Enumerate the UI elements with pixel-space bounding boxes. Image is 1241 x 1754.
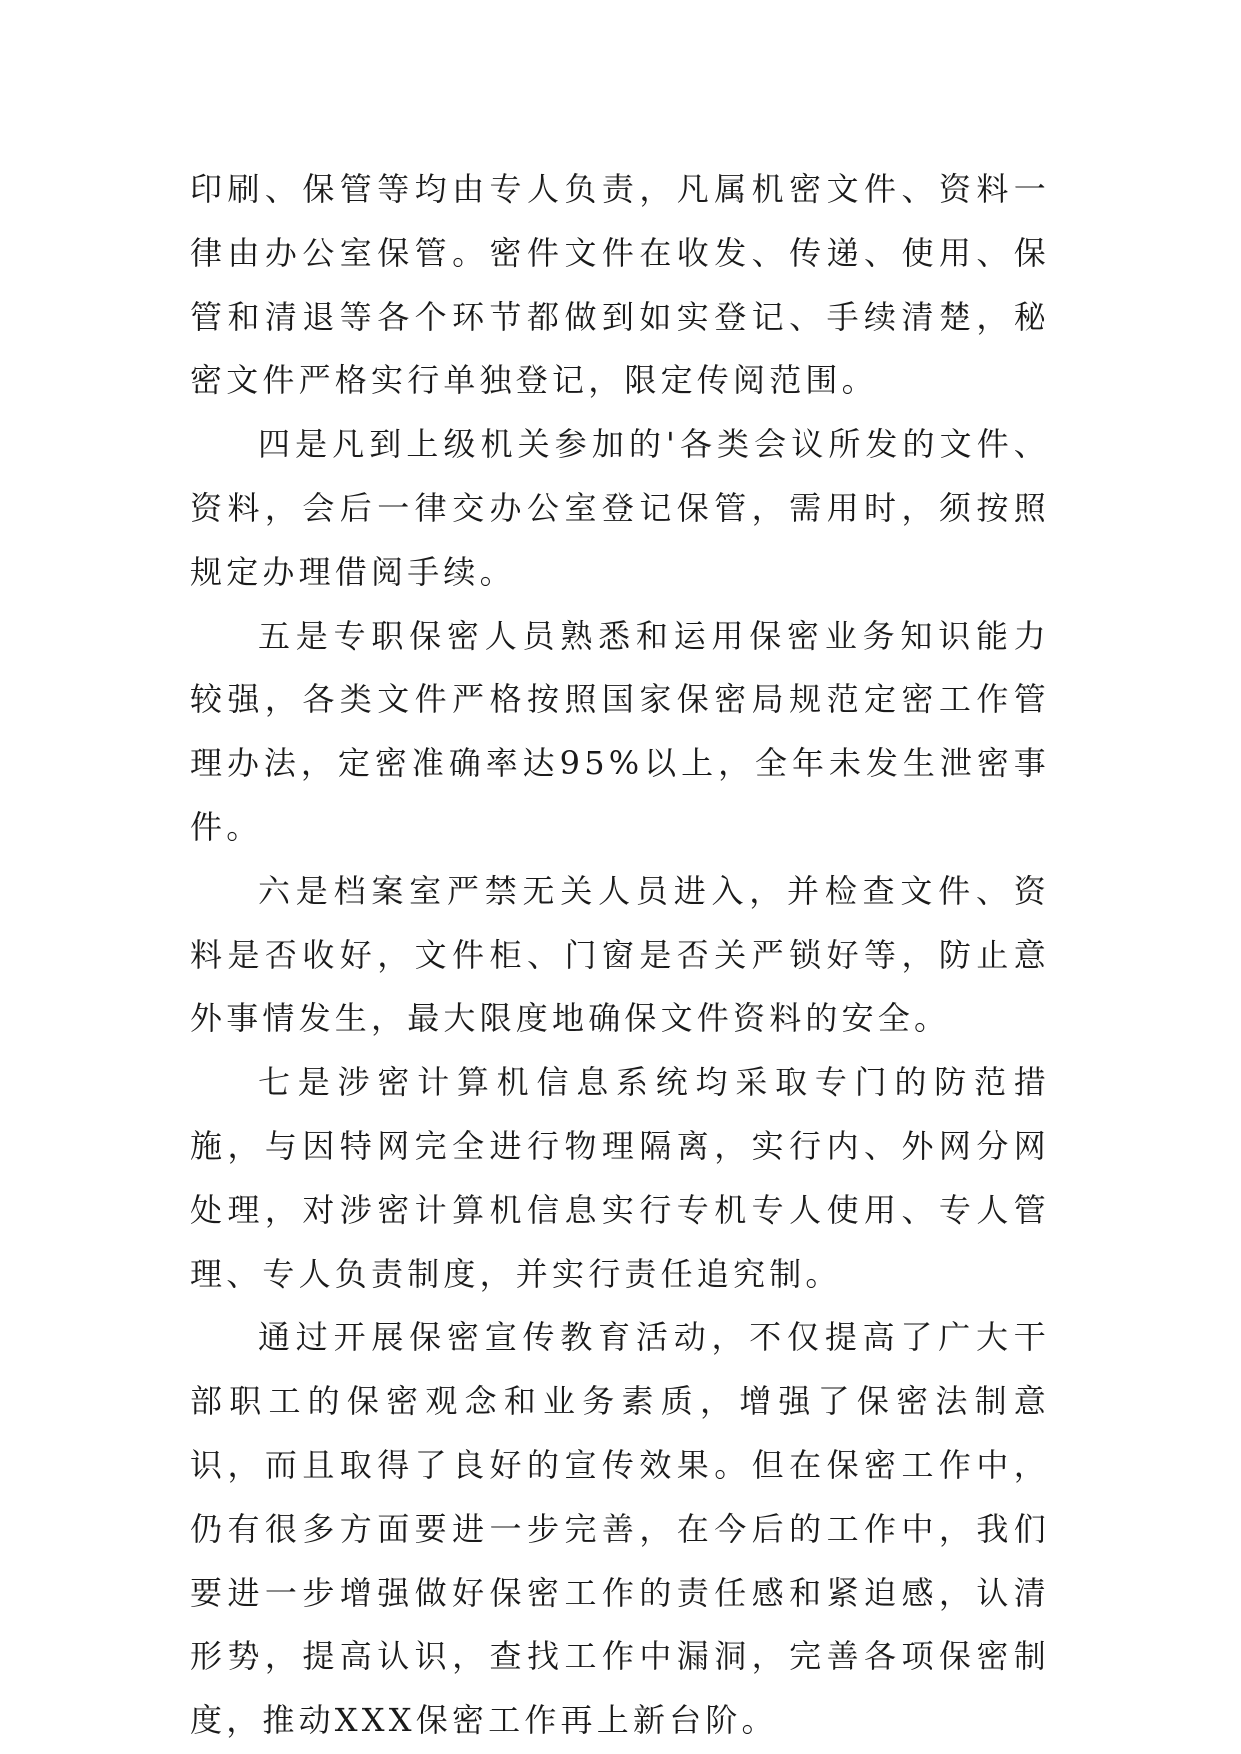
paragraph-point-five: 五是专职保密人员熟悉和运用保密业务知识能力较强，各类文件严格按照国家保密局规范定密工作管理办法，定密准确率达95%以上，全年未发生泄密事件。 [190,616,1050,846]
paragraph-point-seven: 七是涉密计算机信息系统均采取专门的防范措施，与因特网完全进行物理隔离，实行内、外网分网处理，对涉密计算机信息实行专机专人使用、专人管理、专人负责制度，并实行责任追究制。 [190,1063,1050,1293]
paragraph-point-six: 六是档案室严禁无关人员进入，并检查文件、资料是否收好，文件柜、门窗是否关严锁好等，防止意外事情发生，最大限度地确保文件资料的安全。 [190,871,1050,1038]
document-body [190,158,1050,1753]
paragraph-point-four: 四是凡到上级机关参加的'各类会议所发的文件、资料，会后一律交办公室登记保管，需用时，须按照规定办理借阅手续。 [190,425,1050,591]
paragraph-records-management: 印刷、保管等均由专人负责，凡属机密文件、资料一律由办公室保管。密件文件在收发、传递、使用、保管和清退等各个环节都做到如实登记、手续清楚，秘密文件严格实行单独登记，限定传阅范围。 [190,170,1050,400]
paragraph-conclusion: 通过开展保密宣传教育活动，不仅提高了广大干部职工的保密观念和业务素质，增强了保密法制意识，而且取得了良好的宣传效果。但在保密工作中，仍有很多方面要进一步完善，在今后的工作中，我们要进一步增强做好保密工作的责任感和紧迫感，认清形势，提高认识，查找工作中漏洞，完善各项保密制度，推动XXX保密工作再上新台阶。 [190,1318,1050,1740]
